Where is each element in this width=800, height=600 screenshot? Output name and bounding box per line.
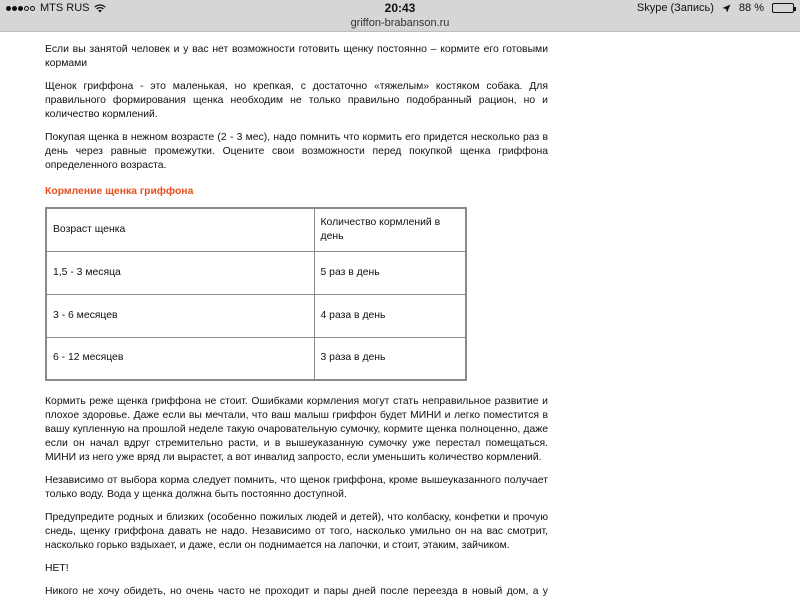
address-bar[interactable] [0,16,800,32]
signal-strength-icon [6,2,36,14]
table-row [46,251,466,294]
article-paragraph: Предупредите родных и близких (особенно пожилых людей и детей), что колбаску, конфетки и прочую снедь, щенку гриффона давать не надо. Независимо от того, насколько умильно он на вас смотрит, насколько горько вздыхает, и даже, если он поднимается на лапочки, и стоит, этаким, зайчиком. [45,512,548,551]
clock: 20:43 [384,1,416,15]
table-header-cell: Количество кормлений в день [314,208,466,251]
table-cell: 3 - 6 месяцев [46,294,314,337]
article-paragraph: Щенок гриффона - это маленькая, но крепкая, с достаточно «тяжелым» костяком собака. Для правильного формирования щенка необходим не только правильно подобранный рацион, но и количество кормлений. [45,81,548,120]
status-bar [0,0,800,16]
table-cell: 4 раза в день [314,294,466,337]
carrier-group [6,2,106,14]
article-paragraph: Никого не хочу обидеть, но очень часто не проходит и пары дней после переезда в новый дом, а у [45,586,548,597]
carrier-name: MTS RUS [40,2,90,14]
article-paragraph: Если вы занятой человек и у вас нет возможности готовить щенку постоянно – кормите его готовыми кормами [45,44,548,69]
table-cell: 1,5 - 3 месяца [46,251,314,294]
article-paragraph: Независимо от выбора корма следует помнить, что щенок гриффона, кроме вышеуказанного получает только воду. Вода у щенка должна быть постоянно доступной. [45,475,548,500]
article-paragraph: Покупая щенка в нежном возрасте (2 - 3 мес), надо помнить что кормить его придется несколько раз в день через равные промежутки. Оцените свои возможности перед покупкой щенка гриффона определенного возраста. [45,132,548,171]
section-heading: Кормление щенка гриффона [45,186,194,197]
battery-percent: 88 % [738,2,764,14]
article-content [45,32,548,600]
table-cell: 5 раз в день [314,251,466,294]
table-header-cell: Возраст щенка [46,208,314,251]
url-text[interactable]: griffon-brabanson.ru [350,17,450,29]
table-cell: 6 - 12 месяцев [46,337,314,380]
location-arrow-icon [722,4,731,13]
table-cell: 3 раза в день [314,337,466,380]
article-paragraph: НЕТ! [45,563,69,574]
table-row [46,294,466,337]
web-page[interactable] [0,32,800,600]
recording-indicator: Skype (Запись) [636,2,714,14]
battery-icon [772,3,794,13]
status-right-group [637,2,794,14]
table-header-row [46,208,466,251]
article-paragraph [45,32,548,34]
table-row [46,337,466,380]
feeding-table [45,207,467,381]
article-paragraph: Кормить реже щенка гриффона не стоит. Ошибками кормления могут стать неправильное развитие и плохое здоровье. Даже если вы мечтали, что ваш малыш гриффон будет МИНИ и легко поместится в вашу купленную на прошлой неделе такую очаровательную сумочку, кормите щенка полноценно, даже если он начал вдруг стремительно расти, и в вышеуказанную сумочку уже перестал помещаться. МИНИ из него уже вряд ли вырастет, а вот инвалид запросто, если уменьшить количество кормлений. [45,396,548,463]
wifi-icon [94,4,106,13]
